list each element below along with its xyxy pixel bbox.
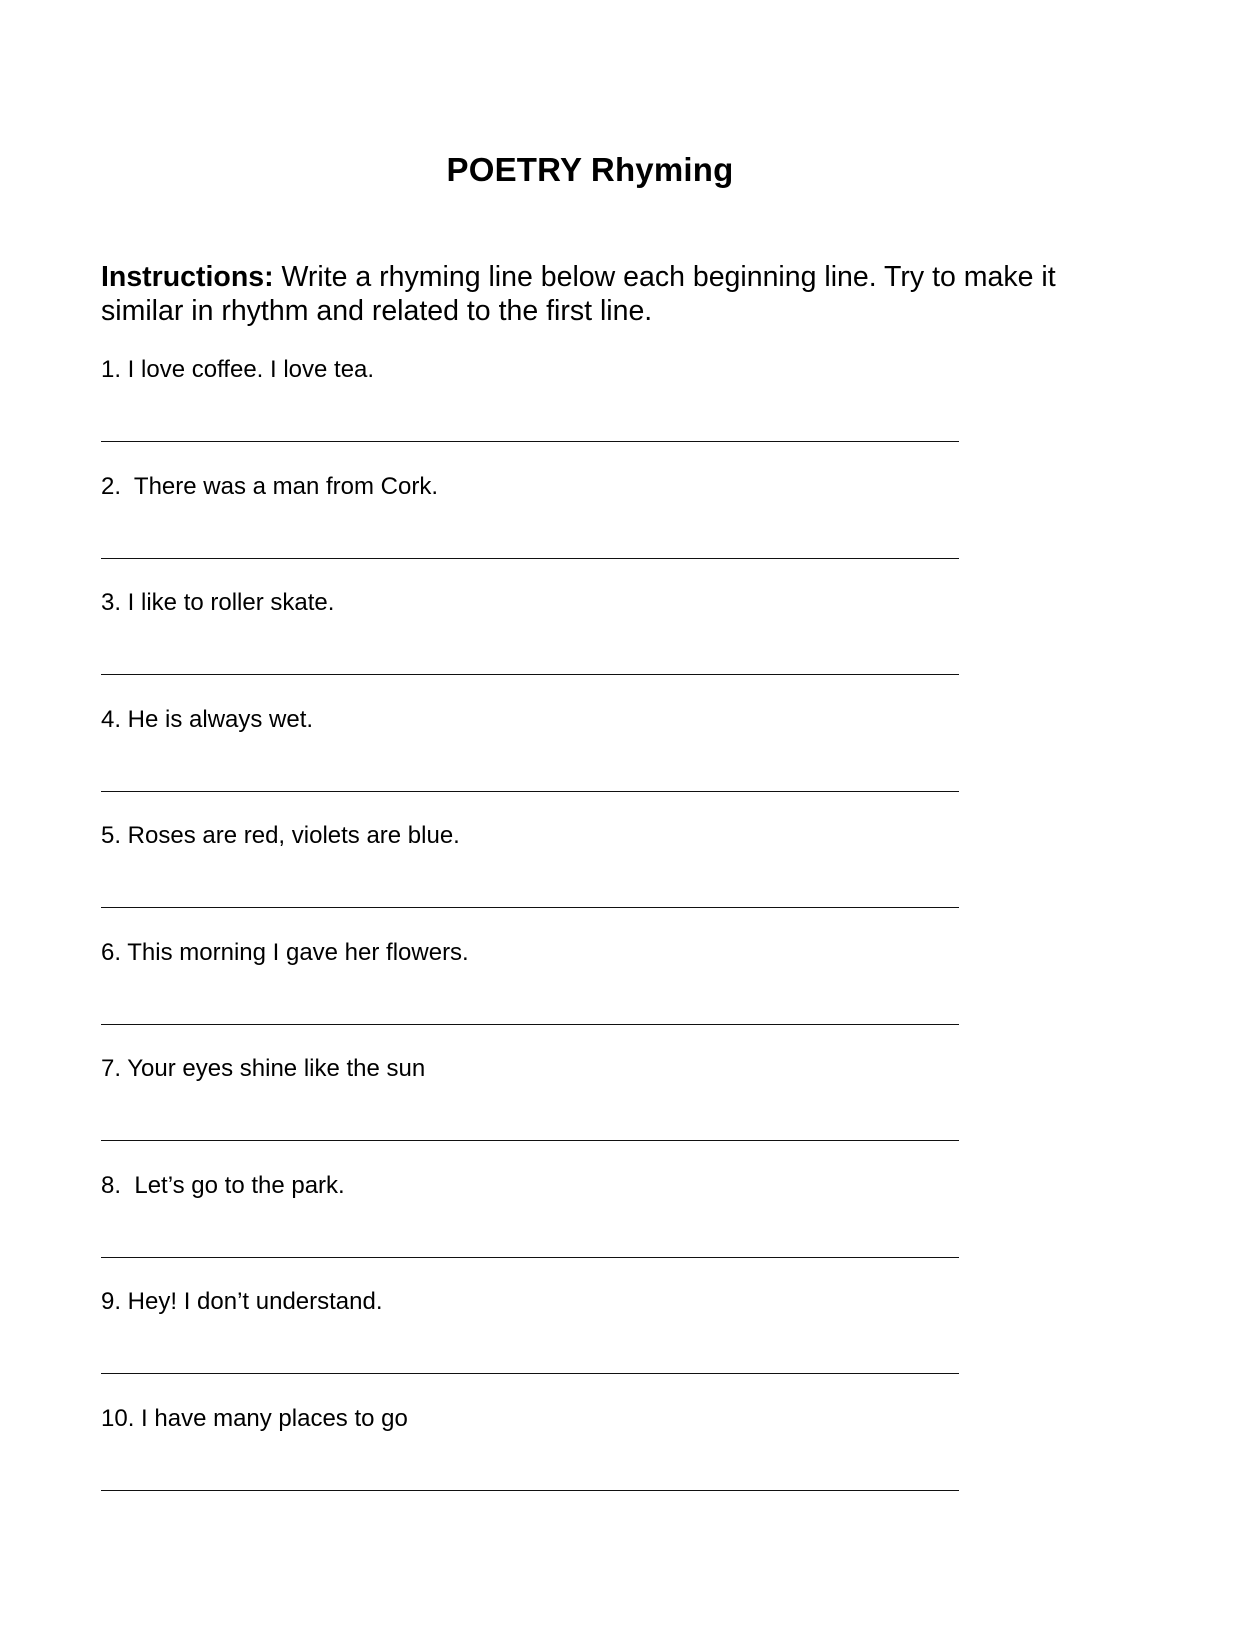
list-item xyxy=(101,938,961,1055)
answer-line[interactable] xyxy=(101,674,959,675)
item-prompt: 1. I love coffee. I love tea. xyxy=(101,356,375,383)
answer-line[interactable] xyxy=(101,1373,959,1374)
list-item xyxy=(101,1287,961,1404)
list-item xyxy=(101,588,961,705)
item-prompt: 3. I like to roller skate. xyxy=(101,589,335,616)
answer-line[interactable] xyxy=(101,791,959,792)
list-item xyxy=(101,1171,961,1288)
list-item xyxy=(101,821,961,938)
answer-line[interactable] xyxy=(101,1490,959,1491)
answer-line[interactable] xyxy=(101,1257,959,1258)
item-prompt: 8. Let’s go to the park. xyxy=(101,1171,345,1199)
instructions-label: Instructions: xyxy=(101,261,274,293)
list-item xyxy=(101,472,961,589)
item-prompt: 5. Roses are red, violets are blue. xyxy=(101,822,460,849)
item-prompt: 2. There was a man from Cork. xyxy=(101,472,439,500)
page-title: POETRY Rhyming xyxy=(446,151,734,188)
item-prompt: 4. He is always wet. xyxy=(101,705,314,733)
item-prompt: 6. This morning I gave her flowers. xyxy=(101,938,469,966)
instructions-text: Write a rhyming line below each beginning line. Try to make it similar in rhythm and related to the first line. xyxy=(101,261,1056,327)
list-item xyxy=(101,355,961,472)
answer-line[interactable] xyxy=(101,907,959,908)
instructions xyxy=(101,260,1131,328)
rhyming-items-list xyxy=(101,355,961,1520)
item-prompt: 7. Your eyes shine like the sun xyxy=(101,1055,426,1082)
list-item xyxy=(101,1054,961,1171)
list-item xyxy=(101,705,961,822)
answer-line[interactable] xyxy=(101,1140,959,1141)
item-prompt: 9. Hey! I don’t understand. xyxy=(101,1288,383,1315)
list-item xyxy=(101,1404,961,1521)
item-prompt: 10. I have many places to go xyxy=(101,1404,408,1432)
answer-line[interactable] xyxy=(101,1024,959,1025)
answer-line[interactable] xyxy=(101,441,959,442)
answer-line[interactable] xyxy=(101,558,959,559)
